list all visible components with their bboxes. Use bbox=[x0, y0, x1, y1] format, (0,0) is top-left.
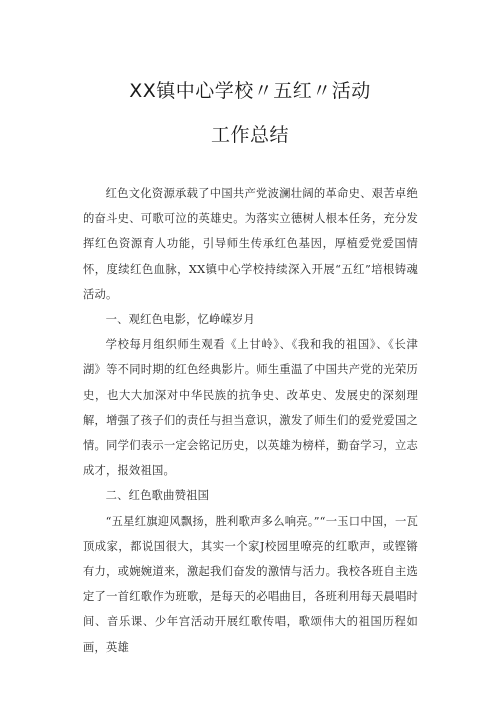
intro-paragraph: 红色文化资源承载了中国共产党波澜壮阔的革命史、艰苦卓绝的奋斗史、可歌可泣的英雄史。为落实立德树人根本任务，充分发挥红色资源育人功能，引导师生传承红色基因，厚植爱党爱国情怀，度续红色血脉，XX镇中心学校持续深入开展“五红”培根铸魂活动。 bbox=[83, 187, 418, 301]
section-1-paragraph: 学校每月组织师生观看《上甘岭》、《我和我的祖国》、《长津湖》等不同时期的红色经典影片。师生重温了中国共产党的光荣历史，也大大加深对中华民族的抗争史、改革史、发展史的深刻理解，增强了孩子们的责任与担当意识，激发了师生们的爱党爱国之情。同学们表示一定会铭记历史，以英雄为榜样，勤奋学习，立志成才，报效祖国。 bbox=[83, 338, 418, 478]
section-heading-1: 一、观红色电影，忆峥嵘岁月 bbox=[105, 313, 256, 327]
document-subtitle: 工作总结 bbox=[210, 124, 289, 146]
section-heading-2: 二、红色歌曲赞祖国 bbox=[105, 489, 210, 503]
document-body bbox=[83, 181, 418, 660]
section-2-paragraph: “五星红旗迎风飘扬，胜利歌声多么响亮。”“一玉口中国，一瓦顶成家，都说国很大，其实一个家J校园里嘹亮的红歌声，或铿锵有力，或婉婉道来，激起我们奋发的激情与活力。我校各班自主选定了一首红歌作为班歌，是每天的必唱曲目，各班利用每天晨唱时间、音乐课、少年宫活动开展红歌传唱，歌颂伟大的祖国历程如画，英雄 bbox=[83, 514, 418, 654]
document-title: XX镇中心学校〃五红〃活动 bbox=[129, 80, 371, 102]
